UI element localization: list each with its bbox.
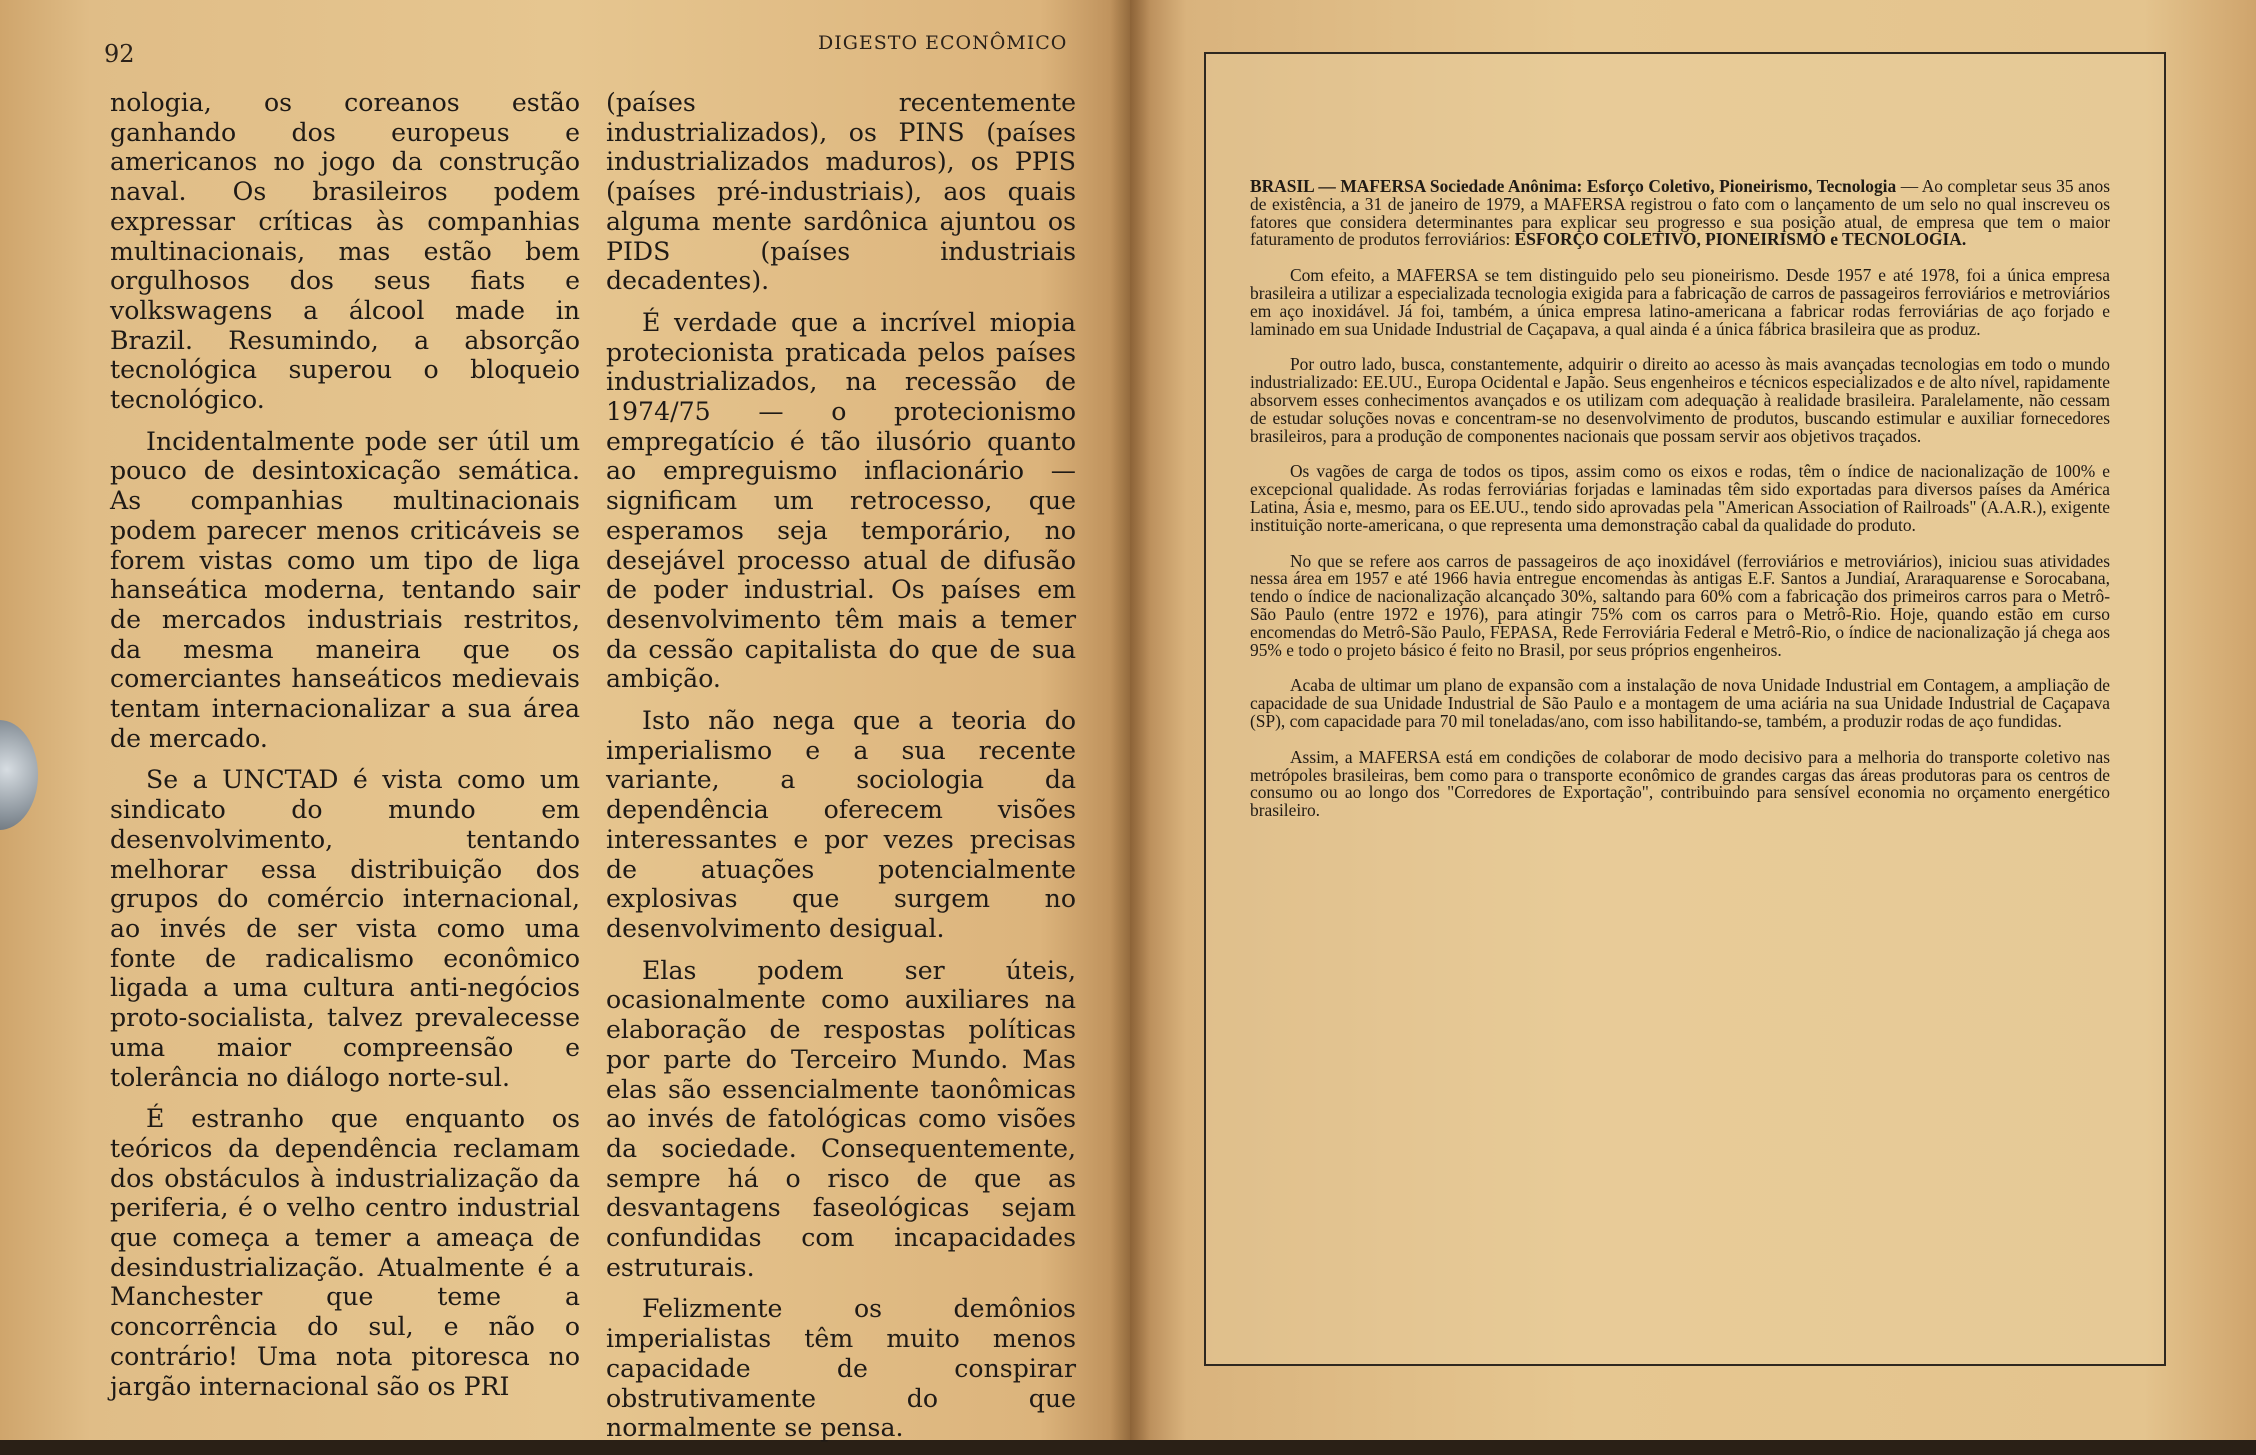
paragraph: Se a UNCTAD é vista como um sindicato do mundo em desenvolvimento, tentando melhorar essa distribuição dos grupos do comércio internacional, ao invés de ser vista como uma fonte de radicalismo econômico ligada a uma cultura anti-negócios proto-socialista, talvez prevalecesse uma maior compreensão e tolerância no diálogo norte-sul. bbox=[110, 765, 580, 1092]
lead-slogan: ESFORÇO COLETIVO, PIONEIRISMO e TECNOLOGIA. bbox=[1514, 229, 1967, 250]
paragraph: Os vagões de carga de todos os tipos, assim como os eixos e rodas, têm o índice de nacionalização de 100% e excepcional qualidade. As rodas ferroviárias forjadas e laminadas têm sido exportadas para diversos países da América Latina, Ásia e, mesmo, para os EE.UU., tendo sido aprovadas pela "American Association of Railroads" (A.A.R.), exigente instituição norte-americana, o que representa uma demonstração cabal da qualidade do produto. bbox=[1250, 461, 2110, 535]
paragraph: No que se refere aos carros de passageiros de aço inoxidável (ferroviários e metroviários), iniciou suas atividades nessa área em 1957 e até 1966 havia entregue encomendas às antigas E.F. Santos a Jundiaí, Araraquarense e Sorocabana, tendo o índice de nacionalização alcançado 30%, saltando para 60% com a fabricação dos primeiros carros para o Metrô-São Paulo (entre 1972 e 1976), para atingir 75% com os carros para o Metrô-Rio. Hoje, quando estão em curso encomendas do Metrô-São Paulo, FEPASA, Rede Ferroviária Federal e Metrô-Rio, o índice de nacionalização já chega aos 95% e todo o projeto básico é feito no Brasil, por seus próprios engenheiros. bbox=[1250, 550, 2110, 660]
paragraph: Incidentalmente pode ser útil um pouco de desintoxicação semática. As companhias multinacionais podem parecer menos criticáveis se forem vistas como um tipo de liga hanseática moderna, tentando sair de mercados industriais restritos, da mesma maneira que os comerciantes hanseáticos medievais tentam internacionalizar a sua área de mercado. bbox=[110, 426, 580, 753]
left-page bbox=[0, 0, 1130, 1443]
advertisement-box bbox=[1204, 52, 2166, 1366]
lead-title: BRASIL — MAFERSA Sociedade Anônima: Esforço Coletivo, Pioneirismo, Tecnologia bbox=[1250, 176, 1897, 196]
paragraph: nologia, os coreanos estão ganhando dos europeus e americanos no jogo da construção naval. Os brasileiros podem expressar críticas às companhias multinacionais, mas estão bem orgulhosos dos seus fiats e volkswagens a álcool made in Brazil. Resumindo, a absorção tecnológica superou o bloqueio tecnológico. bbox=[110, 88, 580, 415]
paragraph: Elas podem ser úteis, ocasionalmente como auxiliares na elaboração de respostas políticas por parte do Terceiro Mundo. Mas elas são essencialmente taonômicas ao invés de fatológicas como visões da sociedade. Consequentemente, sempre há o risco de que as desvantagens faseológicas sejam confundidas com incapacidades estruturais. bbox=[606, 955, 1076, 1282]
paragraph: Felizmente os demônios imperialistas têm muito menos capacidade de conspirar obstrutivamente do que normalmente se pensa. bbox=[606, 1294, 1076, 1443]
advertisement-text bbox=[1250, 178, 2110, 838]
lead-paragraph bbox=[1250, 178, 2110, 249]
paragraph: É estranho que enquanto os teóricos da dependência reclamam dos obstáculos à industrialização da periferia, é o velho centro industrial que começa a temer a ameaça de desindustrialização. Atualmente é a Manchester que teme a concorrência do sul, e não o contrário! Uma nota pitoresca no jargão internacional são os PRI bbox=[110, 1104, 580, 1401]
paragraph: (países recentemente industrializados), os PINS (países industrializados maduros), os PPIS (países pré-industriais), aos quais alguma mente sardônica ajuntou os PIDS (países industriais decadentes). bbox=[606, 88, 1076, 296]
running-head: DIGESTO ECONÔMICO bbox=[818, 32, 1068, 54]
paragraph: Por outro lado, busca, constantemente, adquirir o direito ao acesso às mais avançadas tecnologias em todo o mundo industrializado: EE.UU., Europa Ocidental e Japão. Seus engenheiros e técnicos especializados e de alto nível, rapidamente absorvem esses conhecimentos avançados e os utilizam com adequação à realidade brasileira. Paralelamente, não cessam de estudar soluções novas e concentram-se no desenvolvimento de produtos, buscando estimular e auxiliar fornecedores brasileiros, para a produção de componentes nacionais que possam servir aos objetivos traçados. bbox=[1250, 354, 2110, 446]
paragraph: Isto não nega que a teoria do imperialismo e a sua recente variante, a sociologia da dependência oferecem visões interessantes e por vezes precisas de atuações potencialmente explosivas que surgem no desenvolvimento desigual. bbox=[606, 706, 1076, 943]
page-number: 92 bbox=[104, 40, 135, 68]
paragraph: Acaba de ultimar um plano de expansão com a instalação de nova Unidade Industrial em Contagem, a ampliação de capacidade de sua Unidade Industrial de São Paulo e a montagem de uma aciária na sua Unidade Industrial de Caçapava (SP), com capacidade para 70 mil toneladas/ano, com isso habilitando-se, também, a produzir rodas de aço fundidas. bbox=[1250, 675, 2110, 731]
right-column bbox=[606, 88, 1076, 1455]
coin-edge bbox=[0, 720, 38, 830]
paragraph: Assim, a MAFERSA está em condições de colaborar de modo decisivo para a melhoria do transporte coletivo nas metrópoles brasileiras, bem como para o transporte econômico de grandes cargas das áreas produtoras para os centros de consumo ou ao longo dos "Corredores de Exportação", contribuindo para sensível economia no orçamento energético brasileiro. bbox=[1250, 746, 2110, 821]
paragraph: É verdade que a incrível miopia protecionista praticada pelos países industrializados, na recessão de 1974/75 — o protecionismo empregatício é tão ilusório quanto ao empreguismo inflacionário — significam um retrocesso, que esperamos seja temporário, no desejável processo atual de difusão de poder industrial. Os países em desenvolvimento têm mais a temer da cessão capitalista do que de sua ambição. bbox=[606, 307, 1076, 694]
book-gutter bbox=[1110, 0, 1150, 1440]
paragraph: Com efeito, a MAFERSA se tem distinguido pelo seu pioneirismo. Desde 1957 e até 1978, foi a única empresa brasileira a utilizar a especializada tecnologia exigida para a fabricação de carros de passageiros ferroviários e metroviários em aço inoxidável. Já foi, também, a única empresa latino-americana a fabricar rodas ferroviárias de aço forjado e laminado em sua Unidade Industrial de Caçapava, a qual ainda é a única fábrica brasileira que as produz. bbox=[1250, 265, 2110, 339]
lead-body: — Ao completar seus 35 anos de existência, a 31 de janeiro de 1979, a MAFERSA registrou o fato com o lançamento de um selo no qual inscreveu os fatores que considera determinantes para explicar seu progresso e sua posição atual, de empresa que tem o maior faturamento de produtos ferroviários: bbox=[1250, 176, 2110, 250]
left-column bbox=[110, 88, 580, 1413]
